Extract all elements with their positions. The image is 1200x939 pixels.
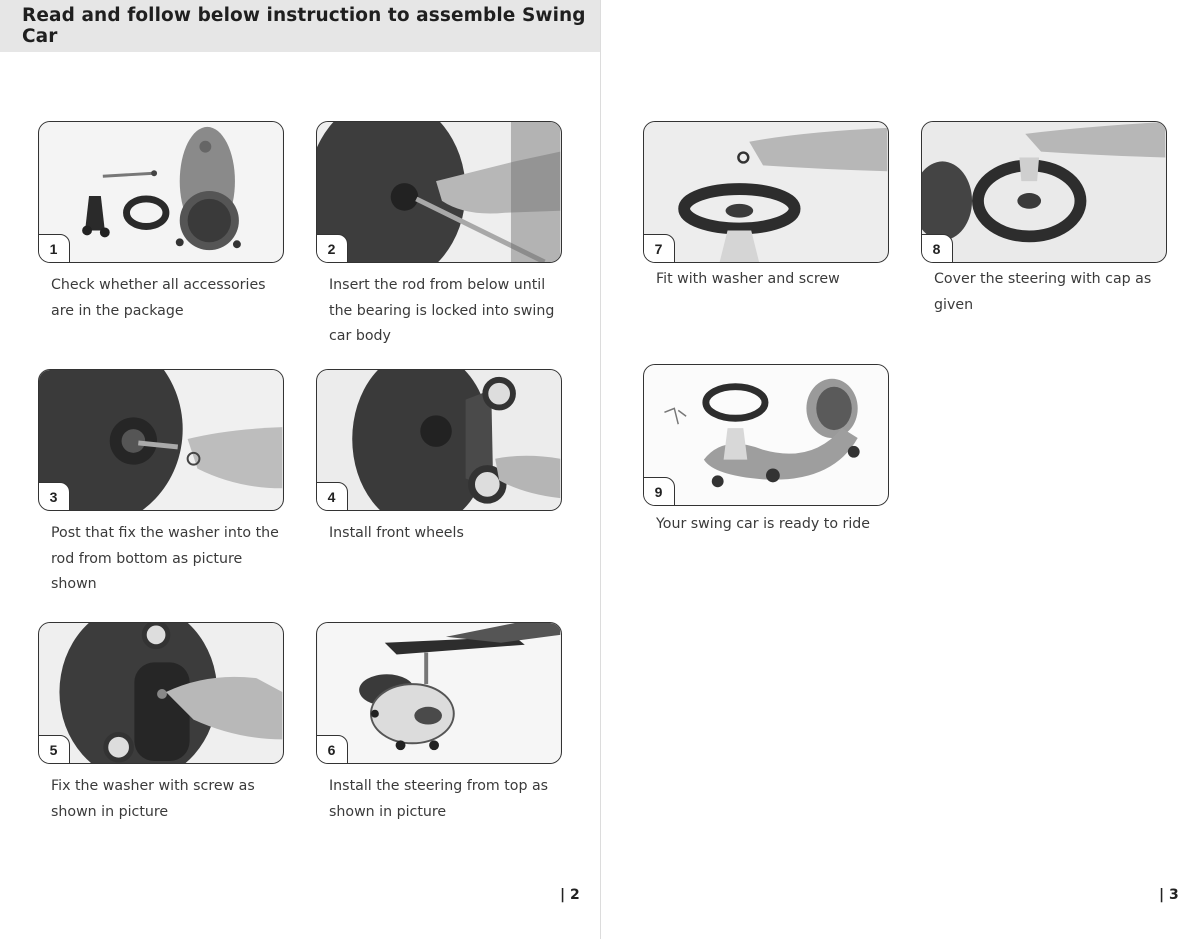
step-3-photo <box>38 369 284 511</box>
step-number-badge: 8 <box>921 234 953 264</box>
step-number-badge: 7 <box>643 234 675 264</box>
page-number-left: | 2 <box>560 887 580 903</box>
step-caption: Fit with washer and screw <box>656 271 840 287</box>
step-caption: Insert the rod from below until the bearing is locked into swing car body <box>329 277 555 344</box>
cover-cap-illustration <box>922 122 1166 262</box>
step-7-photo <box>643 121 889 263</box>
step-number-badge: 5 <box>38 735 70 765</box>
step-2-photo <box>316 121 562 263</box>
step-4 <box>316 369 562 547</box>
page-title: Read and follow below instruction to assemble Swing Car <box>22 5 586 47</box>
step-number-badge: 9 <box>643 477 675 507</box>
accessories-illustration <box>39 122 283 262</box>
step-6 <box>316 622 562 825</box>
step-5-photo <box>38 622 284 764</box>
step-9 <box>643 364 889 538</box>
step-9-photo <box>643 364 889 506</box>
install-steering-illustration <box>317 623 561 763</box>
step-caption: Cover the steering with cap as given <box>934 271 1152 313</box>
front-wheels-illustration <box>317 370 561 510</box>
step-number-badge: 2 <box>316 234 348 264</box>
step-8 <box>921 121 1167 318</box>
step-number-badge: 4 <box>316 482 348 512</box>
step-5 <box>38 622 284 825</box>
right-page <box>600 0 1200 939</box>
fix-washer-illustration <box>39 370 283 510</box>
washer-screw-illustration <box>39 623 283 763</box>
step-number-badge: 3 <box>38 482 70 512</box>
page-number-right: | 3 <box>1159 887 1179 903</box>
step-7 <box>643 121 889 293</box>
step-caption: Install front wheels <box>329 525 464 541</box>
insert-rod-illustration <box>317 122 561 262</box>
washer-screw-steering-illustration <box>644 122 888 262</box>
step-caption: Your swing car is ready to ride <box>656 516 871 532</box>
step-3 <box>38 369 284 598</box>
step-caption: Install the steering from top as shown in picture <box>329 778 549 820</box>
step-number-badge: 6 <box>316 735 348 765</box>
step-2 <box>316 121 562 350</box>
step-caption: Fix the washer with screw as shown in picture <box>51 778 255 820</box>
completed-swing-car-illustration <box>644 365 888 505</box>
step-caption: Check whether all accessories are in the package <box>51 277 266 319</box>
step-8-photo <box>921 121 1167 263</box>
header-bar <box>0 0 600 52</box>
step-4-photo <box>316 369 562 511</box>
step-1-photo <box>38 121 284 263</box>
step-1 <box>38 121 284 324</box>
step-number-badge: 1 <box>38 234 70 264</box>
step-caption: Post that fix the washer into the rod from bottom as picture shown <box>51 525 279 592</box>
step-6-photo <box>316 622 562 764</box>
